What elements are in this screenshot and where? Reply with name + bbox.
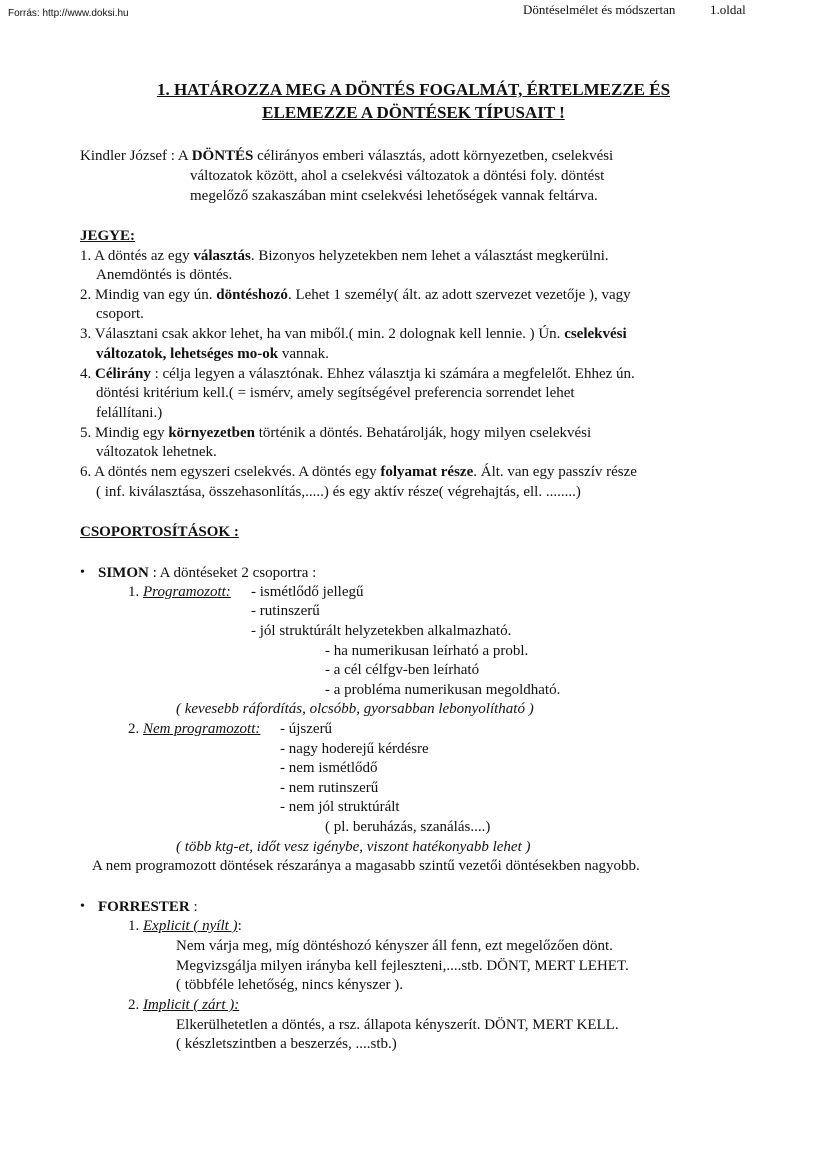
forrester-explicit-line-1: Nem várja meg, míg döntéshozó kényszer áll fenn, ezt megelőzően dönt. (176, 938, 613, 954)
simon-line (98, 563, 316, 583)
jegye-item-5-post: történik a döntés. Behatárolják, hogy milyen cselekvési (258, 425, 592, 441)
page-number: 1.oldal (710, 2, 746, 17)
jegye-item-4-cont-2: felállítani.) (96, 405, 163, 421)
jegye-item-5-pre: 5. Mindig egy (80, 425, 165, 441)
simon-summary: A nem programozott döntések részaránya a magasabb szintű vezetői döntésekben nagyobb. (92, 858, 640, 874)
simon-programmed-item-4: - ha numerikusan leírható a probl. (325, 643, 529, 659)
forrester-implicit-line-1: Elkerülhetetlen a döntés, a rsz. állapota kényszerít. DÖNT, MERT KELL. (176, 1017, 619, 1033)
jegye-item-4 (80, 364, 635, 384)
simon-nonprogrammed-item-5: - nem jól struktúrált (280, 799, 400, 815)
jegye-item-5 (80, 423, 591, 443)
jegye-item-4-pre: 4. (80, 366, 92, 382)
jegye-item-1-post: . Bizonyos helyzetekben nem lehet a választást megkerülni. (250, 248, 609, 264)
forrester-explicit-line-2: Megvizsgálja milyen irányba kell fejleszteni,....stb. DÖNT, MERT LEHET. (176, 958, 629, 974)
simon-programmed-item-2: - rutinszerű (251, 603, 320, 619)
definition-author: Kindler József : (80, 148, 175, 164)
jegye-item-3 (80, 324, 627, 344)
jegye-item-5-cont: változatok lehetnek. (96, 444, 217, 460)
source-url: Forrás: http://www.doksi.hu (8, 8, 129, 19)
simon-nonprogrammed-item-2: - nagy hoderejű kérdésre (280, 741, 429, 757)
jegye-item-3-post: vannak. (281, 346, 329, 362)
jegye-item-3-bold: cselekvési (564, 326, 627, 342)
jegye-item-1 (80, 246, 609, 266)
definition-term: DÖNTÉS (191, 148, 254, 164)
simon-programmed-title: Programozott: (143, 584, 231, 600)
jegye-item-2-post: . Lehet 1 személy( ált. az adott szervezet vezetője ), vagy (287, 287, 631, 303)
simon-nonprogrammed-item-6: ( pl. beruházás, szanálás....) (325, 819, 491, 835)
simon-programmed-label (128, 582, 231, 602)
definition-line-1 (80, 146, 613, 166)
jegye-item-4-bold: Célirány (95, 366, 151, 382)
jegye-item-4-cont: döntési kritérium kell.( = ismérv, amely segítségével preferencia sorrendet lehet (96, 385, 575, 401)
forrester-colon: : (193, 899, 198, 915)
jegye-item-6-bold: folyamat része (380, 464, 474, 480)
forrester-line (98, 897, 198, 917)
jegye-item-6-cont: ( inf. kiválasztása, összehasonlítás,.....) és egy aktív része( végrehajtás, ell. ........) (96, 484, 581, 500)
simon-nonprogrammed-note: ( több ktg-et, időt vesz igénybe, viszont hatékonyabb lehet ) (176, 839, 531, 855)
forrester-name: FORRESTER (98, 899, 190, 915)
simon-programmed-item-3: - jól struktúrált helyzetekben alkalmazható. (251, 623, 512, 639)
jegye-item-3-bold-2: változatok, lehetséges mo-ok (96, 346, 279, 362)
jegye-item-3-pre: 3. Választani csak akkor lehet, ha van miből.( min. 2 dolognak kell lennie. ) Ún. (80, 326, 561, 342)
groups-heading: CSOPORTOSÍTÁSOK : (80, 524, 239, 540)
jegye-item-1-bold: választás (193, 248, 251, 264)
forrester-explicit-label: 1. Explicit ( nyílt ): (128, 918, 242, 934)
forrester-explicit-title: Explicit ( nyílt ) (143, 918, 238, 934)
definition-line-3: megelőző szakaszában mint cselekvési lehetőségek vannak feltárva. (190, 188, 598, 204)
document-title: Döntéselmélet és módszertan (523, 2, 676, 17)
simon-desc: : A döntéseket 2 csoportra : (152, 565, 317, 581)
simon-nonprogrammed-item-3: - nem ismétlődő (280, 760, 378, 776)
forrester-explicit-line-3: ( többféle lehetőség, nincs kényszer ). (176, 977, 403, 993)
simon-programmed-number: 1. (128, 584, 140, 600)
main-title-line-2: ELEMEZZE A DÖNTÉSEK TÍPUSAIT ! (262, 103, 565, 122)
jegye-item-3-cont (96, 344, 329, 364)
jegye-item-2-cont: csoport. (96, 306, 144, 322)
jegye-item-4-post: : célja legyen a választónak. Ehhez választja ki számára a megfelelőt. Ehhez ún. (154, 366, 635, 382)
jegye-item-1-cont: Anemdöntés is döntés. (96, 267, 233, 283)
simon-nonprogrammed-title: Nem programozott: (143, 721, 261, 737)
jegye-item-5-bold: környezetben (168, 425, 255, 441)
jegye-item-1-pre: 1. A döntés az egy (80, 248, 190, 264)
jegye-heading: JEGYE: (80, 228, 136, 244)
simon-programmed-item-5: - a cél célfgv-ben leírható (325, 662, 480, 678)
simon-nonprogrammed-item-4: - nem rutinszerű (280, 780, 379, 796)
forrester-implicit-line-2: ( készletszintben a beszerzés, ....stb.) (176, 1036, 397, 1052)
main-title-line-1: 1. HATÁROZZA MEG A DÖNTÉS FOGALMÁT, ÉRTELMEZZE ÉS (156, 80, 671, 99)
jegye-item-2-bold: döntéshozó (216, 287, 288, 303)
forrester-explicit-number: 1. (128, 918, 140, 934)
definition-a: A (177, 148, 188, 164)
forrester-implicit-label (128, 995, 239, 1015)
definition-text-1: célirányos emberi választás, adott környezetben, cselekvési (257, 148, 614, 164)
jegye-item-6 (80, 462, 637, 482)
jegye-item-6-pre: 6. A döntés nem egyszeri cselekvés. A döntés egy (80, 464, 377, 480)
simon-programmed-note: ( kevesebb ráfordítás, olcsóbb, gyorsabban lebonyolítható ) (176, 701, 534, 717)
forrester-implicit-number: 2. (128, 997, 140, 1013)
simon-programmed-item-6: - a probléma numerikusan megoldható. (325, 682, 561, 698)
forrester-implicit-title: Implicit ( zárt ): (143, 997, 240, 1013)
jegye-item-2-pre: 2. Mindig van egy ún. (80, 287, 213, 303)
simon-nonprogrammed-label (128, 719, 260, 739)
simon-nonprogrammed-number: 2. (128, 721, 140, 737)
definition-line-2: változatok között, ahol a cselekvési változatok a döntési foly. döntést (190, 168, 605, 184)
jegye-item-2 (80, 285, 631, 305)
simon-nonprogrammed-item-1: - újszerű (280, 721, 333, 737)
jegye-item-6-post: . Ált. van egy passzív része (473, 464, 637, 480)
simon-name: SIMON (98, 565, 149, 581)
bullet-icon: • (80, 899, 85, 914)
bullet-icon: • (80, 565, 85, 580)
simon-programmed-item-1: - ismétlődő jellegű (251, 584, 364, 600)
